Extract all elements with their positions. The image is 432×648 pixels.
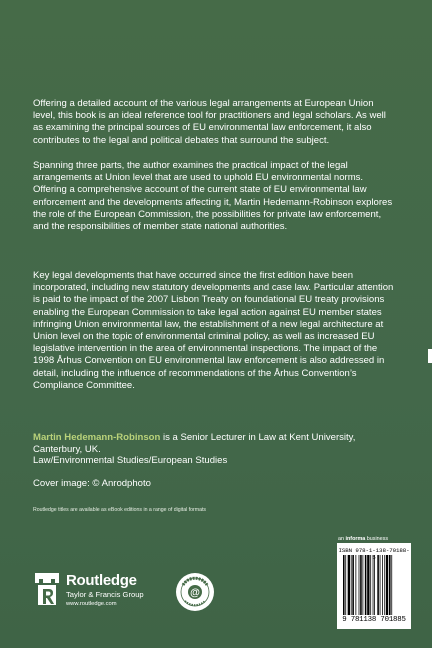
barcode-icon — [343, 555, 405, 615]
author-bio-text: is a Senior Lecturer in Law at Kent University, Canterbury, UK. — [33, 432, 356, 456]
spine-edge-mark — [428, 349, 432, 363]
subject-categories: Law/Environmental Studies/European Studies — [33, 455, 228, 466]
routledge-tower-logo-icon — [33, 571, 61, 607]
informa-suffix: business — [365, 536, 389, 542]
svg-text:@: @ — [190, 587, 200, 599]
author-name: Martin Hedemann-Robinson — [33, 432, 161, 443]
isbn-barcode-box — [337, 543, 411, 629]
companion-website-badge-icon — [175, 572, 215, 612]
barcode-number: 9 781138 701885 — [342, 616, 406, 624]
publisher-url: www.routledge.com — [66, 601, 117, 607]
informa-business-label — [338, 536, 388, 542]
blurb-paragraph-3: Key legal developments that have occurred since the first edition have been incorporated, including new statutory developments and case law. Particular attention is paid to the impact of the 2007 Lisbon Treaty on foundational EU treaty provisions enabling the European Commission to take legal action against EU member states infringing Union environmental law, the establishment of a new legal architecture at Union level on the topic of environmental criminal policy, as well as increased EU legislative intervention in the area of environmental inspections. The impact of the 1998 Århus Convention on EU environmental law enforcement is also addressed in detail, including the influence of recommendations of the Århus Convention’s Compliance Committee. — [33, 270, 394, 391]
informa-brand: informa — [345, 536, 366, 542]
publisher-group: Taylor & Francis Group — [66, 590, 144, 599]
informa-prefix: an — [338, 536, 346, 542]
isbn-label: ISBN 978-1-138-70188-5 — [338, 547, 410, 561]
cover-image-credit: Cover image: © Anrodphoto — [33, 478, 151, 489]
blurb-paragraph-1: Offering a detailed account of the various legal arrangements at European Union level, this book is an ideal reference tool for practitioners and legal scholars. As well as examining the principal sources of EU environmental law enforcement, it also contributes to the legal and political debates that surround the subject. — [33, 98, 386, 146]
ebook-note: Routledge titles are available as eBook editions in a range of digital formats — [33, 507, 207, 513]
blurb-paragraph-2: Spanning three parts, the author examines the practical impact of the legal arrangements at Union level that are used to uphold EU environmental norms. Offering a comprehensive account of the current state of EU environmental law enforcement and the developments affecting it, Martin Hedemann-Robinson explores the role of the European Commission, the possibilities for private law enforcement, and the responsibilities of member state national authorities. — [33, 160, 393, 233]
author-bio — [33, 432, 397, 456]
publisher-name: Routledge — [66, 572, 137, 589]
